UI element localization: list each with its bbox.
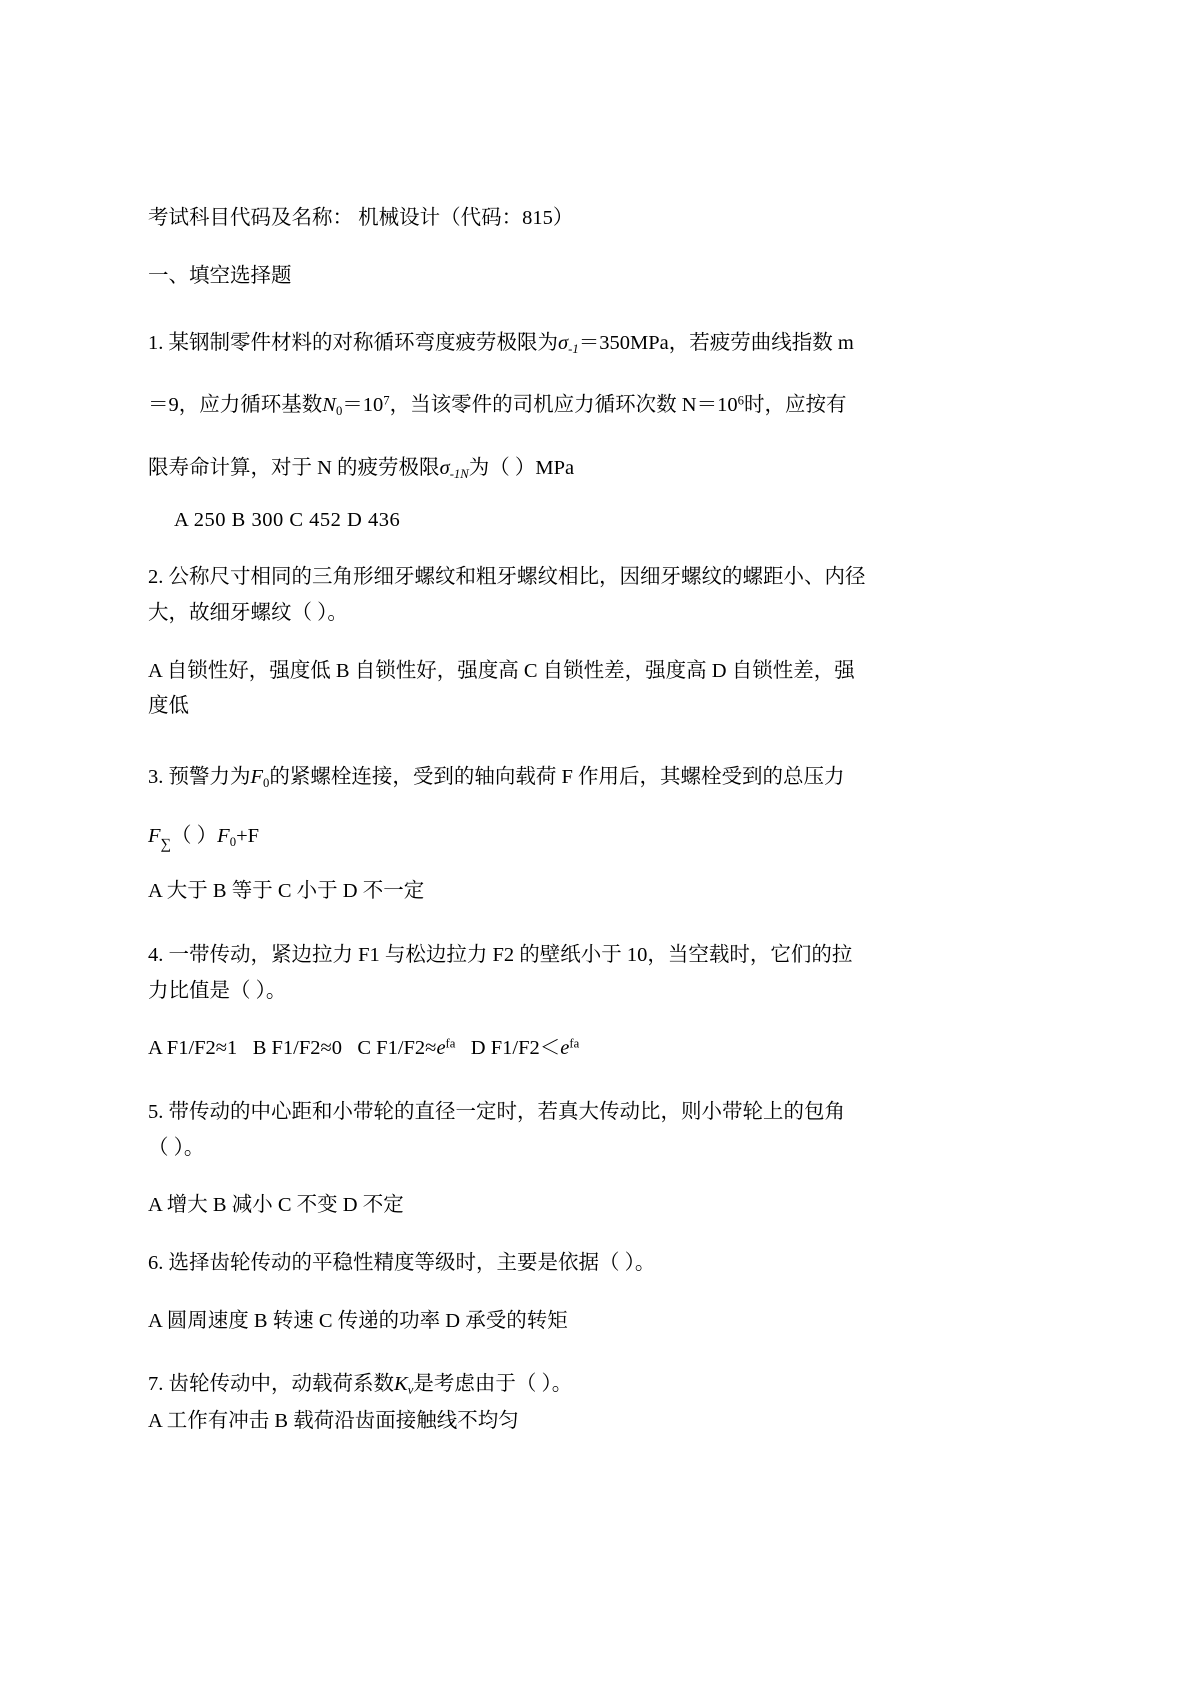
q4-option-b: B F1/F2≈0 [252,1037,342,1060]
q7-stem-part2: 是考虑由于（ ）。 [413,1373,573,1396]
question-4-options [148,1035,1040,1063]
q1-stem-part6: 时，应按有 [743,394,847,417]
q1-stem-part1: 1. 某钢制零件材料的对称循环弯度疲劳极限为 [148,332,558,355]
q1-stem-part8: 为（ ）MPa [468,456,575,479]
question-2-options-line1: A 自锁性好，强度低 B 自锁性好，强度高 C 自锁性差，强度高 D 自锁性差，强 [148,659,855,682]
question-5-options: A 增大 B 减小 C 不变 D 不定 [148,1194,404,1217]
question-5-stem-line2: （ ）。 [148,1136,205,1159]
question-5-stem-line1: 5. 带传动的中心距和小带轮的直径一定时，若真大传动比，则小带轮上的包角 [148,1100,845,1123]
exam-subject-header: 考试科目代码及名称： 机械设计（代码：815） [148,207,574,229]
q1-exp6: 6 [737,394,744,409]
q3-F0: $F_0$ [250,766,270,791]
section-title: 一、填空选择题 [148,264,292,287]
question-3-options: A 大于 B 等于 C 小于 D 不一定 [148,880,425,903]
question-1-stem [148,320,1040,366]
question-5 [148,1099,1040,1220]
q1-exp7: 7 [383,394,390,409]
question-3 [148,757,1040,906]
question-3-formula [148,816,1040,860]
q7-stem-part1: 7. 齿轮传动中，动载荷系数 [148,1373,394,1396]
q4-option-c: C $F1/F2\approx e^{fa}$ [357,1036,456,1060]
q7-Kv: $K_v$ [394,1373,414,1398]
q1-stem-part3: ＝9，应力循环基数 [148,394,323,417]
question-7 [148,1371,1040,1435]
question-6-stem: 6. 选择齿轮传动的平稳性精度等级时，主要是依据（ ）。 [148,1251,656,1274]
q1-sigma-1: $\sigma_{-1}$ [558,332,579,357]
question-4 [148,942,1040,1063]
question-2-stem-line2: 大，故细牙螺纹（ ）。 [148,602,348,625]
question-1-stem-cont2 [148,445,1040,491]
q3-stem-part1: 3. 预警力为 [148,766,251,789]
q1-stem-part5: ，当该零件的司机应力循环次数 N＝10 [389,394,738,417]
question-2-stem-line1: 2. 公称尺寸相同的三角形细牙螺纹和粗牙螺纹相比，因细牙螺纹的螺距小、内径 [148,566,866,589]
question-1 [148,320,1040,534]
q3-formula-rest1: （ ） [171,825,218,848]
q1-N0: $N_0$ [322,394,343,419]
question-4-stem-line2: 力比值是（ ）。 [148,979,287,1002]
q4-option-d: D $F1/F2<e^{fa}$ [470,1036,580,1060]
q1-sigma-1N: $\sigma_{-1N}$ [439,456,469,481]
q4-option-a: A F1/F2≈1 [148,1037,238,1060]
question-7-options: A 工作有冲击 B 载荷沿齿面接触线不均匀 [148,1409,519,1432]
question-1-options: A 250 B 300 C 452 D 436 [174,508,401,531]
question-2-options-line2: 度低 [148,695,189,718]
question-6 [148,1250,1040,1335]
q3-F-sigma: $F_\sum$ [148,825,172,853]
q1-stem-part4: ＝10 [342,394,384,417]
question-2 [148,564,1040,721]
q3-F0-2: $F_0$ [217,825,237,850]
question-4-stem-line1: 4. 一带传动，紧边拉力 F1 与松边拉力 F2 的壁纸小于 10，当空载时，它们的拉 [148,943,853,966]
question-1-stem-cont [148,382,1040,428]
q3-stem-part2: 的紧螺栓连接，受到的轴向载荷 F 作用后，其螺栓受到的总压力 [269,766,845,789]
q1-stem-part7: 限寿命计算，对于 N 的疲劳极限 [148,456,440,479]
question-6-options: A 圆周速度 B 转速 C 传递的功率 D 承受的转矩 [148,1309,568,1332]
question-7-stem [148,1371,1040,1399]
q1-stem-part2: ＝350MPa，若疲劳曲线指数 m [578,332,854,355]
q3-formula-rest2: +F [236,825,260,848]
question-3-stem [148,757,1040,798]
